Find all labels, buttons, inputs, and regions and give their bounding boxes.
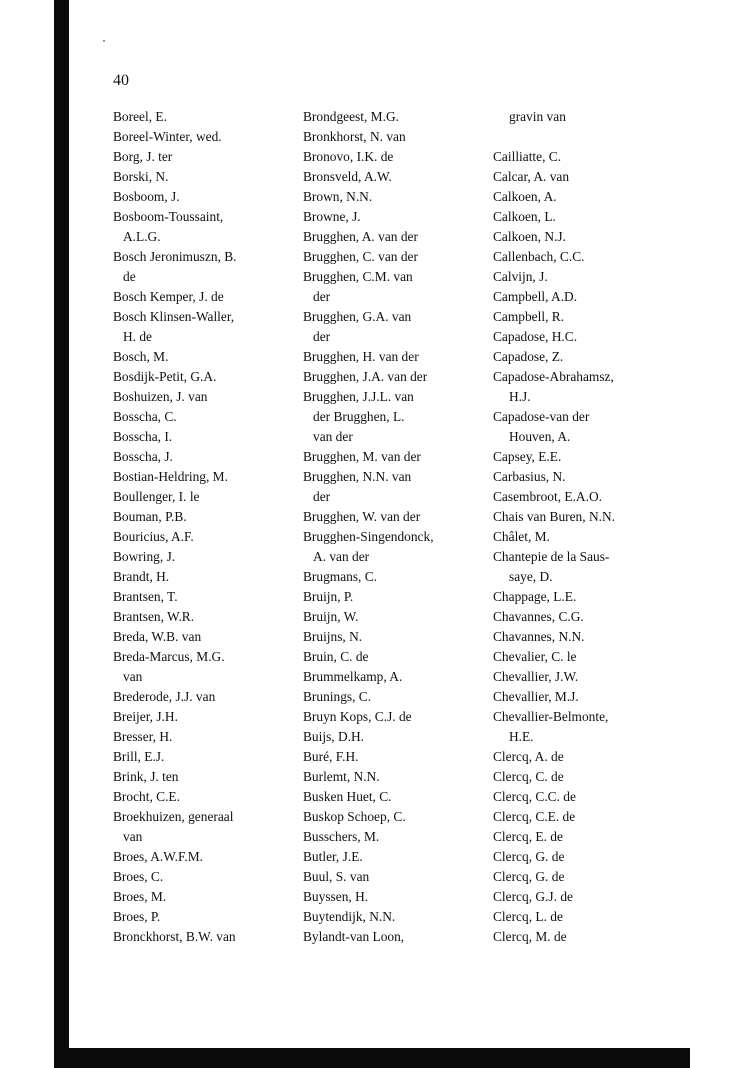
index-entry: Chantepie de la Saus- (493, 549, 610, 564)
index-entry: Brugghen, M. van der (303, 449, 421, 464)
index-entry: Brugghen, J.J.L. van (303, 389, 414, 404)
index-entry: Bosch Jeronimuszn, B. (113, 249, 237, 264)
index-entry-continuation: saye, D. (509, 569, 553, 584)
index-entry: Calkoen, A. (493, 189, 557, 204)
index-entry: Borski, N. (113, 169, 169, 184)
index-entry: Busken Huet, C. (303, 789, 392, 804)
index-entry: Boreel-Winter, wed. (113, 129, 222, 144)
index-entry: Chavannes, C.G. (493, 609, 584, 624)
index-entry: Brugghen, H. van der (303, 349, 419, 364)
index-entry: Bresser, H. (113, 729, 173, 744)
index-entry: Brugghen, J.A. van der (303, 369, 428, 384)
scan-bottom-border (54, 1048, 690, 1068)
index-entry-continuation: A. van der (313, 549, 370, 564)
index-entry-continuation: der (313, 329, 331, 344)
index-entry: Bronckhorst, B.W. van (113, 929, 236, 944)
index-entry: Bouricius, A.F. (113, 529, 194, 544)
page-number: 40 (113, 72, 129, 89)
index-entry: Bronkhorst, N. van (303, 129, 406, 144)
index-entry: Brantsen, T. (113, 589, 178, 604)
index-entry-continuation: Houven, A. (509, 429, 571, 444)
index-entry: Brondgeest, M.G. (303, 109, 399, 124)
index-entry: Capadose, Z. (493, 349, 564, 364)
index-entry: Buytendijk, N.N. (303, 909, 396, 924)
index-entry: Châlet, M. (493, 529, 550, 544)
index-entry: Bosscha, I. (113, 429, 173, 444)
index-entry: Brown, N.N. (303, 189, 373, 204)
index-entry: Carbasius, N. (493, 469, 566, 484)
index-entry: Bouman, P.B. (113, 509, 187, 524)
index-entry: Clercq, C. de (493, 769, 564, 784)
index-entry: Buijs, D.H. (303, 729, 365, 744)
index-entry: Brugghen, C. van der (303, 249, 418, 264)
index-entry-continuation: der (313, 489, 331, 504)
index-entry: Clercq, E. de (493, 829, 563, 844)
index-entry: Buré, F.H. (303, 749, 359, 764)
index-column-2 (303, 107, 483, 947)
index-entry: Boshuizen, J. van (113, 389, 208, 404)
index-entry: Calkoen, N.J. (493, 229, 566, 244)
index-column-1 (113, 107, 293, 947)
index-entry: Brugghen, G.A. van (303, 309, 412, 324)
index-entry: Clercq, G. de (493, 849, 565, 864)
index-entry: Bronsveld, A.W. (303, 169, 392, 184)
index-entry: Broekhuizen, generaal (113, 809, 234, 824)
index-entry: Buul, S. van (303, 869, 370, 884)
index-entry: Clercq, L. de (493, 909, 563, 924)
index-entry: Brugghen, A. van der (303, 229, 418, 244)
index-entry: Brugghen, C.M. van (303, 269, 413, 284)
index-entry-continuation: van (123, 829, 143, 844)
index-entry: Brugghen, N.N. van (303, 469, 412, 484)
index-entry: Breijer, J.H. (113, 709, 178, 724)
index-entry: Chappage, L.E. (493, 589, 577, 604)
index-entry: Clercq, A. de (493, 749, 564, 764)
index-entry: Burlemt, N.N. (303, 769, 380, 784)
index-entry-continuation: der Brugghen, L. (313, 409, 405, 424)
index-entry: Brugghen, W. van der (303, 509, 421, 524)
index-entry: Brugmans, C. (303, 569, 378, 584)
index-entry: Brill, E.J. (113, 749, 165, 764)
index-entry: Clercq, G.J. de (493, 889, 573, 904)
index-entry-continuation: A.L.G. (123, 229, 161, 244)
index-entry: Bronovo, I.K. de (303, 149, 394, 164)
index-entry: Breda-Marcus, M.G. (113, 649, 225, 664)
index-entry: Calvijn, J. (493, 269, 548, 284)
index-entry: Bosscha, C. (113, 409, 177, 424)
index-entry: Buyssen, H. (303, 889, 369, 904)
index-entry: Bruijn, W. (303, 609, 359, 624)
index-entry-continuation: van der (313, 429, 353, 444)
index-entry: Brummelkamp, A. (303, 669, 403, 684)
index-entry: Bosboom, J. (113, 189, 180, 204)
index-entry-continuation: de (123, 269, 136, 284)
index-entry-blank (493, 127, 683, 147)
index-entry: Broes, P. (113, 909, 161, 924)
index-entry: Bylandt-van Loon, (303, 929, 405, 944)
index-entry: Broes, A.W.F.M. (113, 849, 203, 864)
index-entry: Bosch, M. (113, 349, 169, 364)
index-entry: Bosdijk-Petit, G.A. (113, 369, 217, 384)
index-entry: Buskop Schoep, C. (303, 809, 406, 824)
index-entry: Capadose, H.C. (493, 329, 578, 344)
index-entry: Cailliatte, C. (493, 149, 562, 164)
index-entry: Broes, M. (113, 889, 167, 904)
index-entry: Chais van Buren, N.N. (493, 509, 615, 524)
index-entry-continuation: H. de (123, 329, 153, 344)
index-entry: Broes, C. (113, 869, 164, 884)
index-entry: Bosch Kemper, J. de (113, 289, 224, 304)
index-entry: Callenbach, C.C. (493, 249, 585, 264)
index-entry-continuation: der (313, 289, 331, 304)
index-entry: Calkoen, L. (493, 209, 556, 224)
index-column-3 (493, 107, 683, 947)
index-entry: Bosboom-Toussaint, (113, 209, 224, 224)
scan-left-border (54, 0, 69, 1068)
index-entry: Chevallier-Belmonte, (493, 709, 609, 724)
index-entry: Chevallier, M.J. (493, 689, 579, 704)
index-entry: Browne, J. (303, 209, 361, 224)
index-entry: Clercq, G. de (493, 869, 565, 884)
index-entry: Brandt, H. (113, 569, 170, 584)
index-entry: Casembroot, E.A.O. (493, 489, 602, 504)
index-entry: Butler, J.E. (303, 849, 363, 864)
index-entry: Boreel, E. (113, 109, 167, 124)
index-entry: Bruyn Kops, C.J. de (303, 709, 412, 724)
index-entry: Brugghen-Singendonck, (303, 529, 434, 544)
index-entry: Brunings, C. (303, 689, 372, 704)
index-entry: Capsey, E.E. (493, 449, 562, 464)
index-entry: Boullenger, I. le (113, 489, 200, 504)
index-entry: Capadose-Abrahamsz, (493, 369, 614, 384)
index-entry: Borg, J. ter (113, 149, 173, 164)
index-entry: Calcar, A. van (493, 169, 570, 184)
index-entry: Chevallier, J.W. (493, 669, 579, 684)
index-entry: Bostian-Heldring, M. (113, 469, 228, 484)
index-entry-continuation: H.E. (509, 729, 534, 744)
index-entry: Brederode, J.J. van (113, 689, 216, 704)
index-entry: Clercq, M. de (493, 929, 567, 944)
index-entry: Chevalier, C. le (493, 649, 577, 664)
index-entry: Campbell, A.D. (493, 289, 578, 304)
index-entry: Brink, J. ten (113, 769, 179, 784)
index-entry: Breda, W.B. van (113, 629, 202, 644)
index-entry: Chavannes, N.N. (493, 629, 585, 644)
index-entry-continuation: gravin van (509, 109, 566, 124)
index-entry: Clercq, C.C. de (493, 789, 576, 804)
index-entry: Brocht, C.E. (113, 789, 180, 804)
index-entry: Bowring, J. (113, 549, 176, 564)
index-entry: Bruin, C. de (303, 649, 369, 664)
index-entry: Bruijn, P. (303, 589, 354, 604)
index-entry: Bosch Klinsen-Waller, (113, 309, 235, 324)
scan-speck (103, 40, 105, 42)
index-entry-continuation: H.J. (509, 389, 531, 404)
index-entry: Busschers, M. (303, 829, 380, 844)
index-entry: Clercq, C.E. de (493, 809, 576, 824)
index-entry: Bruijns, N. (303, 629, 363, 644)
index-entry: Brantsen, W.R. (113, 609, 195, 624)
index-entry: Bosscha, J. (113, 449, 173, 464)
index-entry: Capadose-van der (493, 409, 590, 424)
index-entry-continuation: van (123, 669, 143, 684)
index-entry: Campbell, R. (493, 309, 565, 324)
